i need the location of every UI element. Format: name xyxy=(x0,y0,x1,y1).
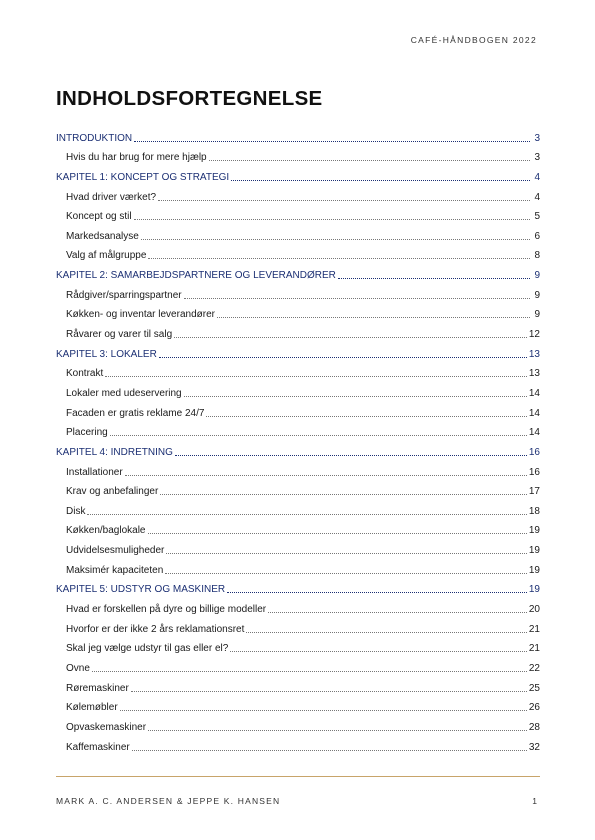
toc-entry-label: Disk xyxy=(66,505,86,517)
toc-leader-dots xyxy=(174,337,527,338)
toc-section-entry[interactable] xyxy=(56,243,540,263)
toc-section-entry[interactable] xyxy=(56,145,540,165)
toc-section-entry[interactable] xyxy=(56,518,540,538)
toc-leader-dots xyxy=(132,750,527,751)
toc-leader-dots xyxy=(206,416,526,417)
toc-entry-page: 19 xyxy=(528,545,540,557)
toc-entry-page: 19 xyxy=(528,564,540,576)
toc-chapter-entry[interactable] xyxy=(56,164,540,184)
toc-leader-dots xyxy=(87,514,526,515)
toc-entry-label: Kontrakt xyxy=(66,368,104,380)
toc-leader-dots xyxy=(227,592,527,593)
toc-section-entry[interactable] xyxy=(56,498,540,518)
toc-section-entry[interactable] xyxy=(56,734,540,754)
toc-entry-label: Opvaskemaskiner xyxy=(66,721,147,733)
toc-entry-page: 3 xyxy=(534,152,540,164)
toc-leader-dots xyxy=(92,671,527,672)
toc-entry-label: Køkken- og inventar leverandører xyxy=(66,309,215,321)
toc-leader-dots xyxy=(246,632,526,633)
footer-authors: MARK A. C. ANDERSEN & JEPPE K. HANSEN xyxy=(56,796,281,806)
toc-section-entry[interactable] xyxy=(56,616,540,636)
toc-leader-dots xyxy=(148,730,527,731)
toc-leader-dots xyxy=(148,258,530,259)
toc-entry-label: Kaffemaskiner xyxy=(66,741,130,753)
toc-leader-dots xyxy=(209,160,530,161)
toc-chapter-entry[interactable] xyxy=(56,577,540,597)
toc-entry-page: 20 xyxy=(528,604,540,616)
toc-leader-dots xyxy=(125,475,527,476)
toc-leader-dots xyxy=(159,357,527,358)
toc-leader-dots xyxy=(268,612,527,613)
toc-leader-dots xyxy=(184,298,530,299)
toc-entry-label: Køkken/baglokale xyxy=(66,525,146,537)
toc-section-entry[interactable] xyxy=(56,282,540,302)
toc-entry-page: 6 xyxy=(534,230,540,242)
toc-section-entry[interactable] xyxy=(56,537,540,557)
toc-section-entry[interactable] xyxy=(56,655,540,675)
toc-leader-dots xyxy=(166,553,526,554)
toc-section-entry[interactable] xyxy=(56,400,540,420)
footer-rule xyxy=(56,776,540,777)
toc-chapter-entry[interactable] xyxy=(56,262,540,282)
toc-leader-dots xyxy=(160,494,527,495)
toc-entry-label: KAPITEL 4: INDRETNING xyxy=(56,446,173,458)
toc-chapter-entry[interactable] xyxy=(56,341,540,361)
toc-entry-label: INTRODUKTION xyxy=(56,132,133,144)
toc-entry-label: Facaden er gratis reklame 24/7 xyxy=(66,407,205,419)
toc-leader-dots xyxy=(184,396,527,397)
toc-entry-page: 19 xyxy=(528,584,540,596)
toc-entry-page: 21 xyxy=(528,623,540,635)
toc-entry-label: Valg af målgruppe xyxy=(66,250,147,262)
toc-section-entry[interactable] xyxy=(56,459,540,479)
toc-chapter-entry[interactable] xyxy=(56,125,540,145)
toc-entry-page: 22 xyxy=(528,662,540,674)
toc-leader-dots xyxy=(134,141,530,142)
toc-entry-page: 26 xyxy=(528,702,540,714)
toc-section-entry[interactable] xyxy=(56,321,540,341)
toc-entry-label: KAPITEL 3: LOKALER xyxy=(56,348,157,360)
toc-leader-dots xyxy=(175,455,527,456)
toc-section-entry[interactable] xyxy=(56,223,540,243)
toc-entry-page: 9 xyxy=(534,309,540,321)
toc-entry-page: 5 xyxy=(534,211,540,223)
toc-entry-page: 4 xyxy=(534,171,540,183)
toc-section-entry[interactable] xyxy=(56,361,540,381)
footer-page-number: 1 xyxy=(532,796,537,806)
toc-entry-label: Hvad er forskellen på dyre og billige modeller xyxy=(66,604,267,616)
toc-leader-dots xyxy=(158,200,530,201)
toc-entry-label: Lokaler med udeservering xyxy=(66,387,182,399)
toc-entry-page: 12 xyxy=(528,329,540,341)
toc-section-entry[interactable] xyxy=(56,557,540,577)
toc-section-entry[interactable] xyxy=(56,380,540,400)
toc-entry-page: 3 xyxy=(534,132,540,144)
toc-entry-page: 21 xyxy=(528,643,540,655)
toc-entry-label: Udvidelsesmuligheder xyxy=(66,545,165,557)
toc-leader-dots xyxy=(338,278,530,279)
toc-entry-label: Råvarer og varer til salg xyxy=(66,329,173,341)
toc-leader-dots xyxy=(217,317,530,318)
toc-entry-page: 13 xyxy=(528,368,540,380)
toc-entry-page: 14 xyxy=(528,387,540,399)
toc-entry-label: Rådgiver/sparringspartner xyxy=(66,289,182,301)
toc-entry-label: KAPITEL 2: SAMARBEJDSPARTNERE OG LEVERANDØRER xyxy=(56,270,336,282)
toc-title: INDHOLDSFORTEGNELSE xyxy=(56,87,323,110)
toc-entry-page: 16 xyxy=(528,446,540,458)
toc-leader-dots xyxy=(141,239,530,240)
toc-entry-label: Skal jeg vælge udstyr til gas eller el? xyxy=(66,643,229,655)
toc-section-entry[interactable] xyxy=(56,302,540,322)
toc-entry-label: Hvad driver værket? xyxy=(66,191,157,203)
toc-entry-label: KAPITEL 1: KONCEPT OG STRATEGI xyxy=(56,171,230,183)
toc-section-entry[interactable] xyxy=(56,420,540,440)
toc-entry-label: Røremaskiner xyxy=(66,682,129,694)
toc-entry-page: 17 xyxy=(528,486,540,498)
toc-chapter-entry[interactable] xyxy=(56,439,540,459)
toc-entry-label: Kølemøbler xyxy=(66,702,118,714)
toc-entry-label: Installationer xyxy=(66,466,123,478)
toc-leader-dots xyxy=(131,691,527,692)
toc-entry-label: Markedsanalyse xyxy=(66,230,139,242)
toc-entry-label: Hvis du har brug for mere hjælp xyxy=(66,152,207,164)
toc-section-entry[interactable] xyxy=(56,184,540,204)
toc-entry-page: 13 xyxy=(528,348,540,360)
toc-leader-dots xyxy=(134,219,530,220)
toc-entry-label: Krav og anbefalinger xyxy=(66,486,159,498)
toc-section-entry[interactable] xyxy=(56,596,540,616)
toc-entry-label: Maksimér kapaciteten xyxy=(66,564,164,576)
toc-entry-page: 18 xyxy=(528,505,540,517)
toc-section-entry[interactable] xyxy=(56,675,540,695)
toc-entry-page: 9 xyxy=(534,289,540,301)
toc-entry-page: 14 xyxy=(528,427,540,439)
table-of-contents xyxy=(56,125,540,754)
toc-entry-page: 19 xyxy=(528,525,540,537)
toc-section-entry[interactable] xyxy=(56,714,540,734)
toc-leader-dots xyxy=(165,573,527,574)
toc-entry-page: 16 xyxy=(528,466,540,478)
toc-leader-dots xyxy=(148,533,527,534)
toc-section-entry[interactable] xyxy=(56,204,540,224)
toc-entry-page: 32 xyxy=(528,741,540,753)
toc-section-entry[interactable] xyxy=(56,695,540,715)
toc-leader-dots xyxy=(105,376,527,377)
toc-entry-page: 4 xyxy=(534,191,540,203)
toc-leader-dots xyxy=(230,651,527,652)
toc-entry-page: 28 xyxy=(528,721,540,733)
toc-entry-label: Placering xyxy=(66,427,108,439)
running-header: CAFÉ-HÅNDBOGEN 2022 xyxy=(410,35,537,45)
toc-section-entry[interactable] xyxy=(56,636,540,656)
toc-leader-dots xyxy=(120,710,527,711)
toc-entry-page: 9 xyxy=(534,270,540,282)
toc-entry-label: Hvorfor er der ikke 2 års reklamationsret xyxy=(66,623,245,635)
toc-leader-dots xyxy=(231,180,530,181)
toc-entry-label: Koncept og stil xyxy=(66,211,132,223)
toc-entry-label: KAPITEL 5: UDSTYR OG MASKINER xyxy=(56,584,226,596)
toc-section-entry[interactable] xyxy=(56,479,540,499)
toc-entry-page: 8 xyxy=(534,250,540,262)
toc-entry-label: Ovne xyxy=(66,662,90,674)
toc-leader-dots xyxy=(110,435,527,436)
toc-entry-page: 25 xyxy=(528,682,540,694)
toc-entry-page: 14 xyxy=(528,407,540,419)
